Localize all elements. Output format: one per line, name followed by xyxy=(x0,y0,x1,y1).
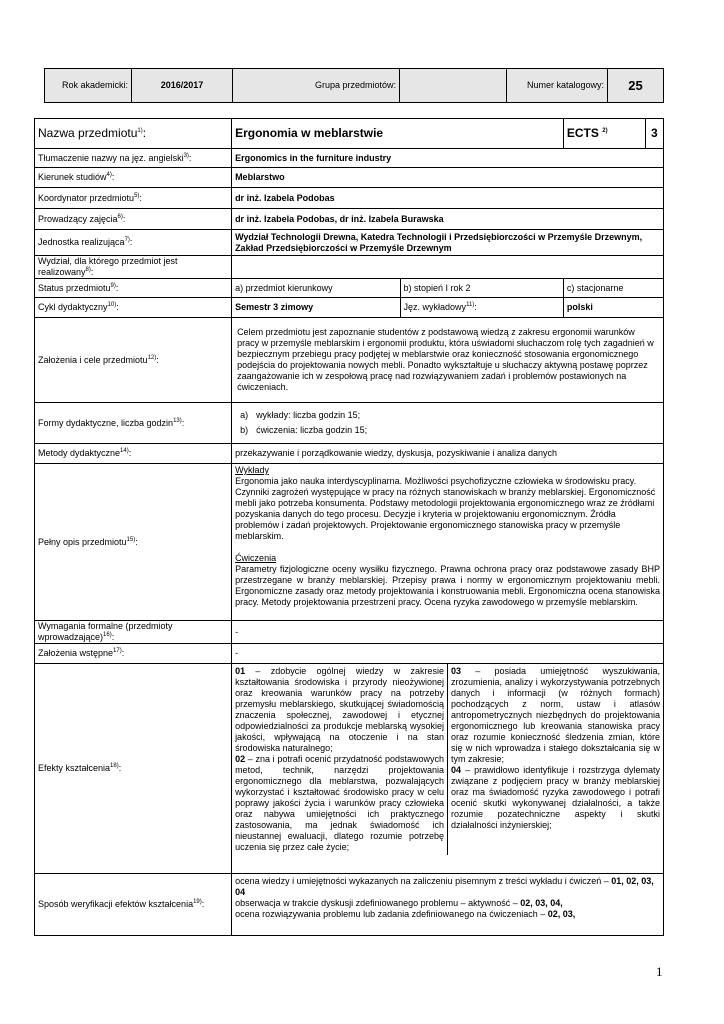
ects-label: ECTS $^{2)}$ xyxy=(563,119,645,149)
status-label: Status przedmiotu$^{9)}$: xyxy=(35,279,232,298)
description-value xyxy=(232,464,664,621)
group-label: Grupa przedmiotów: xyxy=(233,69,400,103)
verification-line: ocena rozwiązywania problemu lub zadania zdefiniowanego na ćwiczeniach – 02, 03, xyxy=(235,909,576,919)
verification-line: ocena wiedzy i umiejętności wykazanych na zaliczeniu pisemnym z treści wykładu i ćwiczeń – 01, 02, 03, 04 xyxy=(235,876,654,897)
group-value xyxy=(400,69,507,103)
requirements-label: Wymagania formalne (przedmioty wprowadzające)$^{16)}$: xyxy=(35,621,232,644)
description-label: Pełny opis przedmiotu$^{15)}$: xyxy=(35,464,232,621)
status-c: c) stacjonarne xyxy=(563,279,663,298)
course-name-value: Ergonomia w meblarstwie xyxy=(232,119,564,149)
catalog-label: Numer katalogowy: xyxy=(507,69,608,103)
unit-label: Jednostka realizująca$^{7)}$: xyxy=(35,230,232,256)
outcome-item: 03 – posiada umiejętność wyszukiwania, zrozumienia, analizy i wykorzystywania potrzebnych danych i informacji (w różnych formach) pochodzących z norm, ustaw i atlasów antropometrycznych niezbędnych do projektowania ergonomicznego lub kreowania stanowiska pracy oraz rozumie konieczność śledzenia zmian, które się w nich wprowadza i stałego dokształcania się w tym zakresie; xyxy=(451,666,660,764)
assumptions-value: - xyxy=(232,644,664,664)
forms-item-exercises: b) ćwiczenia: liczba godzin 15; xyxy=(240,425,368,435)
exercises-heading: Ćwiczenia xyxy=(235,553,277,563)
verification-value xyxy=(232,874,664,936)
lectures-text: Ergonomia jako nauka interdyscyplinarna. Możliwości psychofizyczne człowieka w środowisku pracy. Czynniki zagrożeń występujące w pracy na różnych stanowiskach w branży meblarskiej. Ergonomiczność mebli jako potrzeba konsumenta. Podstawy metodologii projektowania ergonomicznego wraz ze źródłami pozyskania danych do tego procesu. Decyzje i kryteria w projektowaniu ergonomicznym. Źródła problemów i zadań projektowych. Projektowanie ergonomicznego stanowiska pracy w przemyśle meblarskim. xyxy=(235,476,656,541)
goals-value: Celem przedmiotu jest zapoznanie studentów z podstawową wiedzą z zakresu ergonomii warunków pracy w przemyśle meblarskim i ergonomii produktu, która uświadomi słuchaczom rolę tych zagadnień w bezpiecznym przebiegu pracy podjętej w meblarstwie oraz konieczność stosowania ergonomicznego podejścia do projektowania nowych mebli. Ponadto wykształtuje u słuchaczy aktywną postawę poprzez zaangażowanie ich w zespołową pracę nad rozwiązywaniem zadań i problemów postawionych na ćwiczeniach. xyxy=(232,318,664,403)
methods-label: Metody dydaktyczne$^{14)}$: xyxy=(35,444,232,464)
direction-value: Meblarstwo xyxy=(232,168,664,188)
outcomes-left xyxy=(232,664,447,855)
outcomes-label: Efekty kształcenia$^{18)}$: xyxy=(35,664,232,874)
cycle-value: Semestr 3 zimowy xyxy=(232,298,400,318)
methods-value: przekazywanie i porządkowanie wiedzy, dyskusja, pozyskiwanie i analiza danych xyxy=(232,444,664,464)
verification-line: obserwacja w trakcie dyskusji zdefiniowanego problemu – aktywność – 02, 03, 04, xyxy=(235,898,563,908)
outcome-item: 02 – zna i potrafi ocenić przydatność podstawowych metod, technik, narzędzi projektowania ergonomicznego dla meblarstwa, pozwalających wykorzystać i kształtować środowisko pracy w celu poprawy jakości życia i warunków pracy człowieka oraz nabywa umiejętności ich praktycznego zastosowania, ma jednak świadomość ich nieustannej ewaluacji, dlatego rozumie potrzebę uczenia się przez całe życie; xyxy=(235,754,445,852)
header-table xyxy=(44,68,664,103)
academic-year-value: 2016/2017 xyxy=(132,69,233,103)
lectures-heading: Wykłady xyxy=(235,465,269,475)
coordinator-label: Koordynator przedmiotu$^{5)}$: xyxy=(35,188,232,209)
cycle-label: Cykl dydaktyczny$^{10)}$: xyxy=(35,298,232,318)
course-table xyxy=(34,118,664,936)
exercises-text: Parametry fizjologiczne oceny wysiłku fizycznego. Prawna ochrona pracy oraz podstawowe zasady BHP przestrzegane w branży meblarskiej. Przepisy prawa i normy w ergonomicznym projektowaniu mebli. Ergonomiczne zasady oraz metody projektowania i konstruowania mebli. Ergonomiczna ocena stanowiska pracy. Metody projektowania przestrzeni pracy. Ocena ryzyka zawodowego w przemyśle meblarskim. xyxy=(235,564,660,607)
translation-value: Ergonomics in the furniture industry xyxy=(232,149,664,168)
goals-label: Założenia i cele przedmiotu$^{12)}$: xyxy=(35,318,232,403)
requirements-value: - xyxy=(232,621,664,644)
language-value: polski xyxy=(563,298,663,318)
lecturer-value: dr inż. Izabela Podobas, dr inż. Izabela Burawska xyxy=(232,209,664,230)
course-name-label: Nazwa przedmiotu$^{1)}$: xyxy=(35,119,232,149)
status-b: b) stopień I rok 2 xyxy=(400,279,563,298)
outcomes-columns xyxy=(232,664,663,855)
catalog-value: 25 xyxy=(608,69,664,103)
faculty-value xyxy=(232,256,664,279)
faculty-label: Wydział, dla którego przedmiot jest realizowany$^{8)}$: xyxy=(35,256,232,279)
outcome-item: 04 – prawidłowo identyfikuje i rozstrzyga dylematy związane z podjęciem pracy w branży meblarskiej oraz ma świadomość ryzyka zawodowego i potrafi ocenić skutki wykonywanej działalności, a także rozumie pozatechniczne aspekty i skutki działalności inżynierskiej; xyxy=(451,765,660,830)
page-number: 1 xyxy=(656,964,663,979)
academic-year-label: Rok akademicki: xyxy=(45,69,132,103)
status-a: a) przedmiot kierunkowy xyxy=(232,279,400,298)
forms-item-lectures: a) wykłady: liczba godzin 15; xyxy=(240,410,361,420)
translation-label: Tłumaczenie nazwy na jęz. angielski$^{3)}$: xyxy=(35,149,232,168)
forms-label: Formy dydaktyczne, liczba godzin$^{13)}$: xyxy=(35,403,232,444)
verification-label: Sposób weryfikacji efektów kształcenia$^{19)}$: xyxy=(35,874,232,936)
assumptions-label: Założenia wstępne$^{17)}$: xyxy=(35,644,232,664)
direction-label: Kierunek studiów$^{4)}$: xyxy=(35,168,232,188)
coordinator-value: dr inż. Izabela Podobas xyxy=(232,188,664,209)
outcomes-right xyxy=(448,664,663,855)
language-label: Jęz. wykładowy$^{11)}$: xyxy=(400,298,563,318)
lecturer-label: Prowadzący zajęcia$^{6)}$: xyxy=(35,209,232,230)
ects-value: 3 xyxy=(645,119,663,149)
outcomes-value xyxy=(232,664,664,874)
unit-value: Wydział Technologii Drewna, Katedra Technologii i Przedsiębiorczości w Przemyśle Drzewnym, Zakład Przedsiębiorczości w Przemyśle Drzewnym xyxy=(232,230,664,256)
forms-value xyxy=(232,403,664,444)
outcome-item: 01 – zdobycie ogólnej wiedzy w zakresie kształtowania środowiska i przyrody nieożywionej oraz kreowania warunków pracy na potrzeby przemysłu meblarskiego, skutkującej świadomością znaczenia społecznej, zawodowej i etycznej odpowiedzialności za produkcje meblarską wysokiej jakości, wpływającą na otoczenie i na stan środowiska naturalnego; xyxy=(235,666,445,753)
